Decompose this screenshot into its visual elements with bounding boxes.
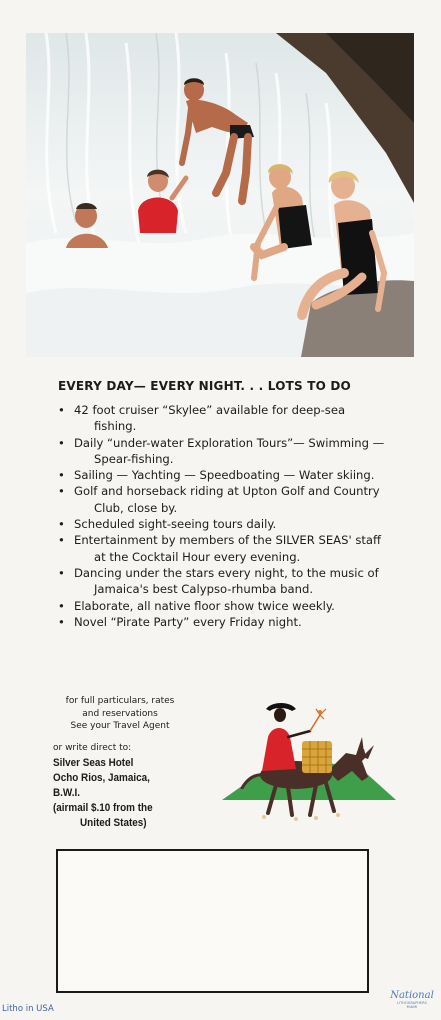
activity-item: • Dancing under the stars every night, to the music of Jamaica's best Calypso-rhumba band.: [58, 565, 388, 598]
logo-fine-print: LITHOGRAPHERS: [397, 1001, 427, 1005]
activity-item: • Sailing — Yachting — Speedboating — Water skiing.: [58, 467, 388, 483]
activity-item: • 42 foot cruiser “Skylee” available for deep-sea fishing.: [58, 402, 388, 435]
lithographer-logo: [388, 990, 436, 1012]
write-direct-label: or write direct to:: [53, 743, 132, 753]
logo-fine-print: MIAMI: [406, 1005, 418, 1009]
contact-intro-line: See your Travel Agent: [70, 721, 170, 731]
waterfall-photo: [26, 33, 414, 357]
activity-item: • Scheduled sight-seeing tours daily.: [58, 516, 388, 532]
address-line: Silver Seas Hotel: [53, 757, 134, 769]
donkey-rider-illustration: [216, 697, 400, 823]
activity-item: • Entertainment by members of the SILVER SEAS' staff at the Cocktail Hour every evening.: [58, 532, 388, 565]
address-line: Ocho Rios, Jamaica, B.W.I.: [53, 772, 150, 799]
logo-script: National: [390, 990, 434, 1001]
activity-item: • Elaborate, all native floor show twice weekly.: [58, 598, 388, 614]
activity-item: • Daily “under-water Exploration Tours”— Swimming — Spear-fishing.: [58, 435, 388, 468]
contact-intro: [40, 695, 200, 733]
activities-heading: EVERY DAY— EVERY NIGHT. . . LOTS TO DO: [58, 379, 351, 393]
hotel-address: [53, 756, 174, 831]
address-box: [56, 849, 369, 993]
activity-item: • Golf and horseback riding at Upton Golf and Country Club, close by.: [58, 483, 388, 516]
contact-intro-line: and reservations: [82, 708, 158, 719]
printer-credit: Litho in USA: [2, 1004, 54, 1014]
activity-item: • Novel “Pirate Party” every Friday night.: [58, 614, 388, 630]
contact-intro-line: for full particulars, rates: [65, 696, 175, 706]
activities-list: [58, 402, 388, 630]
address-line: United States): [80, 817, 147, 829]
address-line: (airmail $.10 from the: [53, 802, 153, 814]
